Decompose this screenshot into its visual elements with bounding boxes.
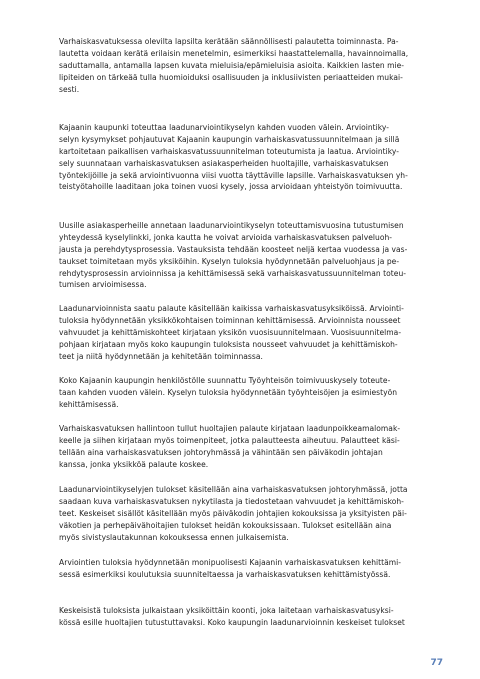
text-line: Laadunarvioinnista saatu palaute käsitellään kaikissa varhaiskasvatusyksiköissä. Arviointi- — [59, 304, 404, 313]
text-line: pohjaan kirjataan myös koko kaupungin tuloksista nousseet vahvuudet ja kehittämiskoh- — [59, 339, 398, 349]
text-line: Laadunarviointikyselyjen tulokset käsitellään aina varhaiskasvatuksen johtoryhmässä, jotta — [59, 485, 408, 494]
text-line: teet ja niitä hyödynnetään ja kehitetään toiminnassa. — [59, 351, 263, 361]
text-line: sessä esimerkiksi koulutuksia suunniteltaessa ja varhaiskasvatuksen kehittämistyössä. — [59, 569, 391, 579]
paragraph-survey-results — [59, 484, 445, 543]
text-line: taukset toimitetaan myös yksiköihin. Kyselyn tuloksia hyödynnetään palveluohjaus ja pe- — [59, 256, 400, 266]
text-line: Kajaanin kaupunki toteuttaa laadunarviointikyselyn kahden vuoden välein. Arviointiky- — [59, 123, 390, 132]
paragraph-staff-survey — [59, 375, 445, 411]
text-line: selyn kysymykset pohjautuvat Kajaanin kaupungin varhaiskasvatussuunnitelmaan ja sillä — [59, 134, 400, 144]
paragraph-publication — [59, 605, 445, 629]
text-line: teet. Keskeiset sisällöt käsitellään myös päiväkodin johtajien kokouksissa ja yksityisten päi- — [59, 508, 407, 518]
text-line: kartoitetaan paikallisen varhaiskasvatussuunnitelman toteutumista ja laatua. Arviointiky- — [59, 146, 400, 156]
paragraph-new-families — [59, 220, 445, 291]
text-line: Varhaiskasvatuksessa olevilta lapsilta kerätään säännöllisesti palautetta toiminnasta. Pa- — [59, 37, 399, 46]
text-line: tellään aina varhaiskasvatuksen johtoryhmässä ja vähintään sen päiväkodin johtajan — [59, 447, 383, 457]
text-line: lautetta voidaan kerätä erilaisin menetelmin, esimerkiksi haastattelemalla, havainnoimalla, — [59, 48, 409, 58]
text-line: sesti. — [59, 84, 80, 94]
text-line: saduttamalla, antamalla lapsen kuvata mieluisia/epämieluisia asioita. Kaikkien lasten mie- — [59, 60, 405, 70]
paragraph-quality-survey — [59, 122, 445, 193]
text-line: rehdytysprosessin arvioinnissa ja kehittämisessä sekä varhaiskasvatussuunnitelman toteu- — [59, 268, 407, 278]
text-line: Koko Kajaanin kaupungin henkilöstölle suunnattu Työyhteisön toimivuuskysely toteute- — [59, 376, 391, 385]
text-line: lipiteiden on tärkeää tulla huomioiduksi osallisuuden ja inklusiivisten periaatteiden mukai- — [59, 72, 403, 82]
text-line: jausta ja perehdytysprosessia. Vastauksista tehdään koosteet neljä kertaa vuodessa ja vas- — [59, 244, 408, 254]
text-line: yhteydessä kyselylinkki, jonka kautta he voivat arvioida varhaiskasvatuksen palveluoh- — [59, 232, 393, 242]
text-line: keelle ja siihen kirjataan myös toimenpiteet, jotka palautteesta aiheutuu. Palautteet käsi- — [59, 435, 400, 445]
text-line: Uusille asiakasperheille annetaan laadunarviointikyselyn toteuttamisvuosina tutustumisen — [59, 221, 404, 230]
text-line: teistyötahoille laaditaan joka toinen vuosi kysely, jossa arvioidaan yhteistyön toimivuutta. — [59, 182, 403, 192]
text-line: kehittämisessä. — [59, 399, 119, 409]
text-line: tuloksia hyödynnetään yksikkökohtaisen toiminnan kehittämisessä. Arvioinnista nousseet — [59, 315, 401, 325]
paragraph-utilization — [59, 557, 445, 581]
text-line: saadaan kuva varhaiskasvatuksen nykytilasta ja tiedostetaan vahvuudet ja kehittämiskoh- — [59, 496, 404, 506]
text-line: Varhaiskasvatuksen hallintoon tullut huoltajien palaute kirjataan laadunpoikkeamalomak- — [59, 424, 401, 433]
text-line: taan kahden vuoden välein. Kyselyn tuloksia hyödynnetään työyhteisöjen ja esimiestyön — [59, 387, 398, 397]
text-line: vahvuudet ja kehittämiskohteet kirjataan yksikön vuosisuunnitelmaan. Vuosisuunnitelma- — [59, 327, 402, 337]
text-line: sely suunnataan varhaiskasvatuksen asiakasperheiden huoltajille, varhaiskasvatuksen — [59, 158, 389, 168]
text-line: kössä esille huoltajien tutustuttavaksi. Koko kaupungin laadunarvioinnin keskeiset tulokset — [59, 617, 405, 627]
text-line: väkotien ja perhepäivähoitajien tulokset heidän kokouksissaan. Tulokset esitellään aina — [59, 520, 392, 530]
paragraph-child-feedback — [59, 36, 445, 95]
text-line: kanssa, jonka yksikköä palaute koskee. — [59, 459, 209, 469]
paragraph-unit-feedback — [59, 303, 445, 362]
text-line: Keskeisistä tuloksista julkaistaan yksiköittäin koonti, joka laitetaan varhaiskasvatusyksi- — [59, 606, 394, 615]
page-number: 77 — [430, 658, 443, 668]
text-line: myös sivistyslautakunnan kokouksessa ennen julkaisemista. — [59, 532, 289, 542]
text-line: Arviointien tuloksia hyödynnetään monipuolisesti Kajaanin varhaiskasvatuksen kehittämi- — [59, 558, 402, 567]
paragraph-guardian-feedback — [59, 423, 445, 471]
text-line: tumisen arvioimisessa. — [59, 280, 147, 290]
text-line: työntekijöille ja sekä arviointivuonna viisi vuotta täyttäville lapsille. Varhaiskasvatuksen yh- — [59, 170, 408, 180]
